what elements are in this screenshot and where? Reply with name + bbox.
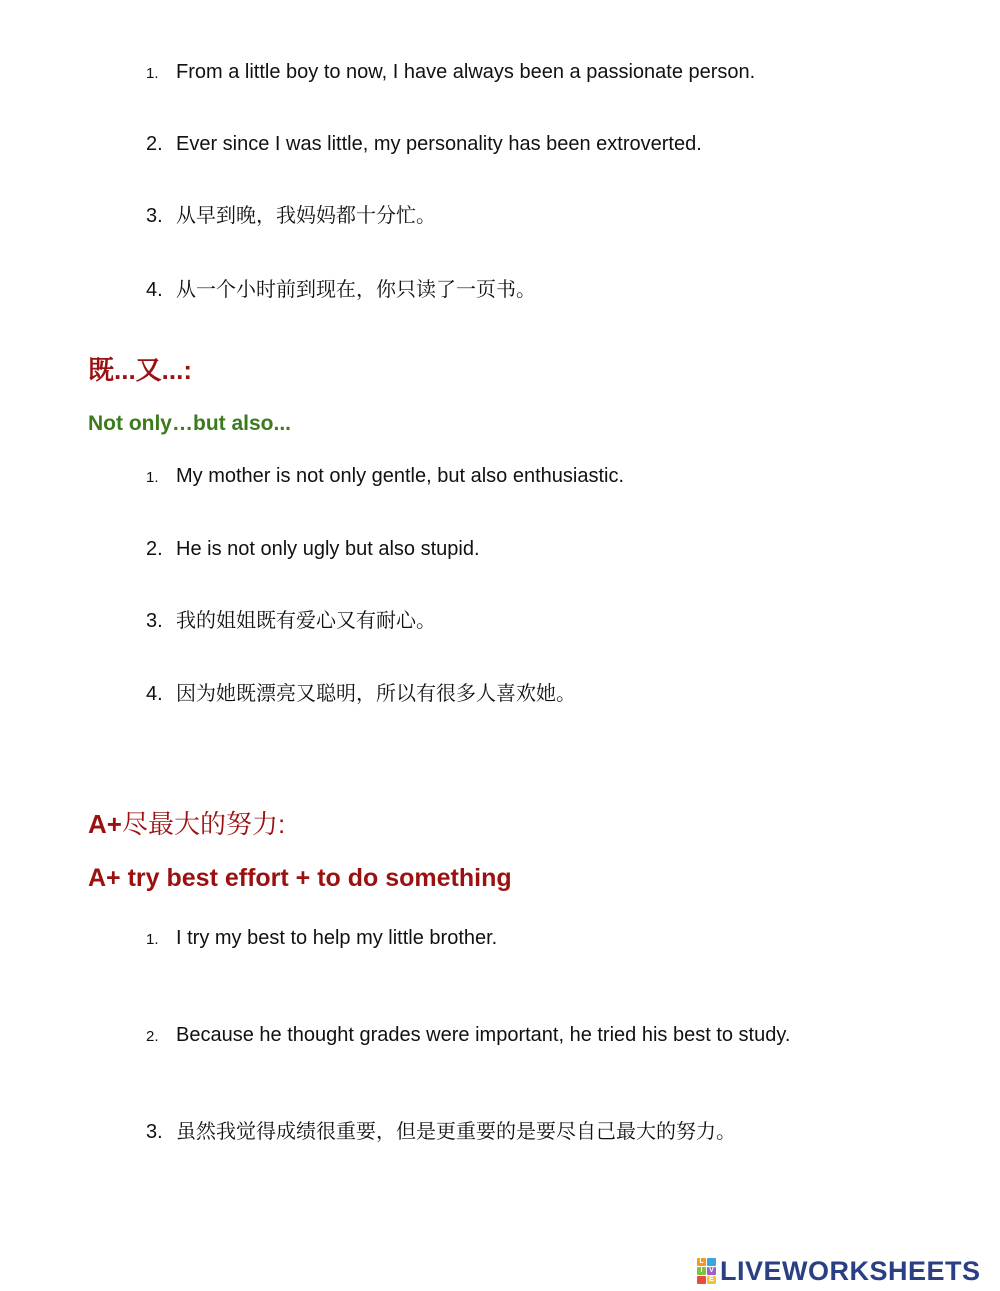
section-heading-en: Not only…but also...: [88, 412, 291, 435]
list-text: 因为她既漂亮又聪明，所以有很多人喜欢她。: [176, 683, 576, 705]
list-number: 4.: [146, 683, 163, 705]
list-item: [146, 1119, 736, 1145]
section-heading-cn: [88, 804, 285, 841]
list-number: 4.: [146, 279, 163, 301]
list-item: [146, 536, 480, 562]
list-item: [146, 277, 536, 303]
list-number: 3.: [146, 610, 163, 632]
list-text: 我的姐姐既有爱心又有耐心。: [176, 610, 436, 632]
list-number: 3.: [146, 1121, 163, 1143]
list-text: Because he thought grades were important, he tried his best to study.: [176, 1024, 791, 1046]
list-text: I try my best to help my little brother.: [176, 927, 498, 949]
list-text: My mother is not only gentle, but also enthusiastic.: [176, 465, 625, 487]
list-item: [146, 203, 436, 229]
list-text: 从一个小时前到现在，你只读了一页书。: [176, 279, 536, 301]
list-number: 2.: [146, 133, 163, 155]
list-number: 3.: [146, 205, 163, 227]
list-number: 1.: [146, 469, 159, 486]
liveworksheets-logo[interactable]: [697, 1255, 981, 1287]
list-text: 虽然我觉得成绩很重要，但是更重要的是要尽自己最大的努力。: [176, 1121, 736, 1143]
list-item: [146, 925, 497, 953]
list-item: [146, 608, 436, 634]
list-number: 2.: [146, 538, 163, 560]
list-text: 从早到晚，我妈妈都十分忙。: [176, 205, 436, 227]
list-number: 1.: [146, 931, 159, 948]
logo-tile-i: I: [697, 1267, 706, 1275]
list-item: [146, 1022, 790, 1050]
logo-tile-v: V: [707, 1267, 716, 1275]
logo-wordmark: LIVEWORKSHEETS: [720, 1255, 981, 1286]
list-item: [146, 681, 576, 707]
logo-tile-l: L: [697, 1258, 706, 1266]
heading-prefix: A+: [88, 809, 122, 839]
list-text: Ever since I was little, my personality has been extroverted.: [176, 133, 702, 155]
logo-tiles-icon: [697, 1258, 716, 1284]
list-text: He is not only ugly but also stupid.: [176, 538, 480, 560]
section-heading-en: A+ try best effort + to do something: [88, 864, 512, 892]
heading-rest: 尽最大的努力:: [121, 809, 286, 839]
list-text: From a little boy to now, I have always been a passionate person.: [176, 61, 756, 83]
section-heading-cn: 既...又...:: [88, 355, 193, 385]
list-number: 1.: [146, 65, 159, 82]
logo-tile-e: E: [707, 1276, 716, 1284]
list-item: [146, 463, 624, 491]
list-number: 2.: [146, 1028, 159, 1045]
list-item: [146, 131, 702, 157]
list-item: [146, 59, 755, 87]
